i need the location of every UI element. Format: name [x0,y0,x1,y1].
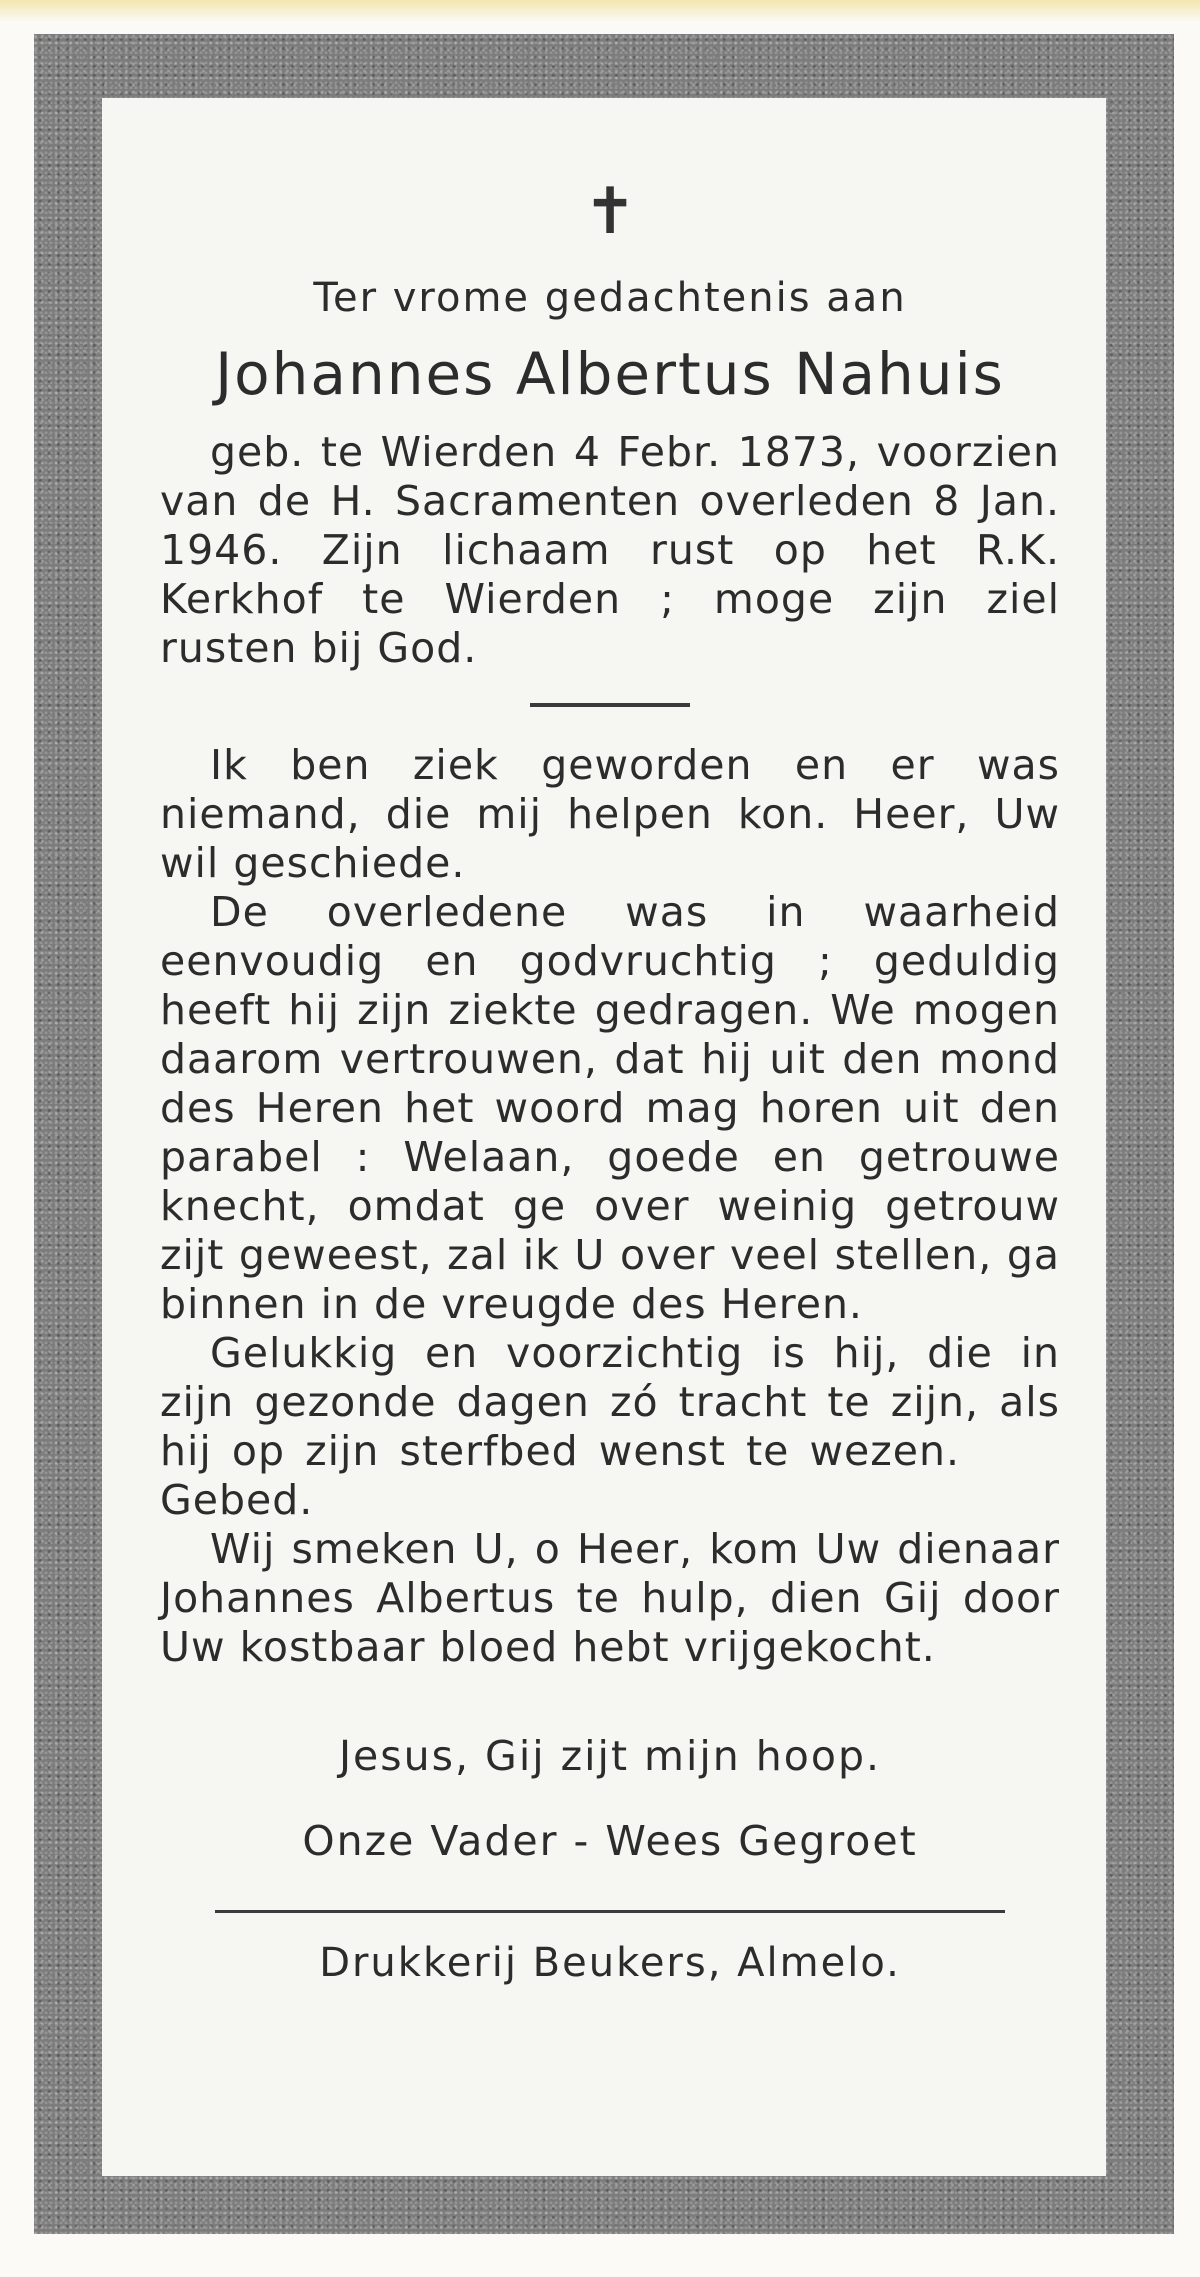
hope-line: Jesus, Gij zijt mijn hoop. [338,1731,882,1780]
prayers-line: Onze Vader - Wees Gegroet [302,1816,918,1865]
body-paragraph-3-text: Gelukkig en voorzichtig is hij, die in zijn gezonde dagen zó tracht te zijn, als hij op zijn sterfbed wenst te wezen. [160,1328,1060,1475]
section-divider [530,703,690,707]
paper-edge [0,0,1200,22]
card-content [160,175,1060,1987]
printer-credit: Drukkerij Beukers, Almelo. [319,1939,901,1986]
cross-icon: ✝ [583,175,637,249]
deceased-name: Johannes Albertus Nahuis [215,340,1005,408]
body-paragraph-4: Wij smeken U, o Heer, kom Uw dienaar Johannes Albertus te hulp, dien Gij door Uw kostbaar bloed hebt vrijgekocht. [160,1524,1060,1671]
biography-text: geb. te Wierden 4 Febr. 1873, voorzien van de H. Sacramenten overleden 8 Jan. 1946. Zijn lichaam rust op het R.K. Kerkhof te Wierden ; moge zijn ziel rusten bij God. [160,427,1060,672]
body-paragraph-2: De overledene was in waarheid eenvoudig en godvruchtig ; geduldig heeft hij zijn ziekte gedragen. We mogen daarom vertrouwen, dat hij uit den mond des Heren het woord mag horen uit den parabel : Welaan, goede en getrouwe knecht, omdat ge over weinig getrouw zijt geweest, zal ik U over veel stellen, ga binnen in de vreugde des Heren. [160,887,1060,1328]
prayer-heading: Gebed. [160,1475,314,1524]
footer-divider [215,1910,1005,1913]
body-paragraph-3 [160,1329,1060,1525]
body-paragraph-1: Ik ben ziek geworden en er was niemand, die mij helpen kon. Heer, Uw wil geschiede. [160,740,1060,887]
memorial-intro: Ter vrome gedachtenis aan [313,275,907,321]
